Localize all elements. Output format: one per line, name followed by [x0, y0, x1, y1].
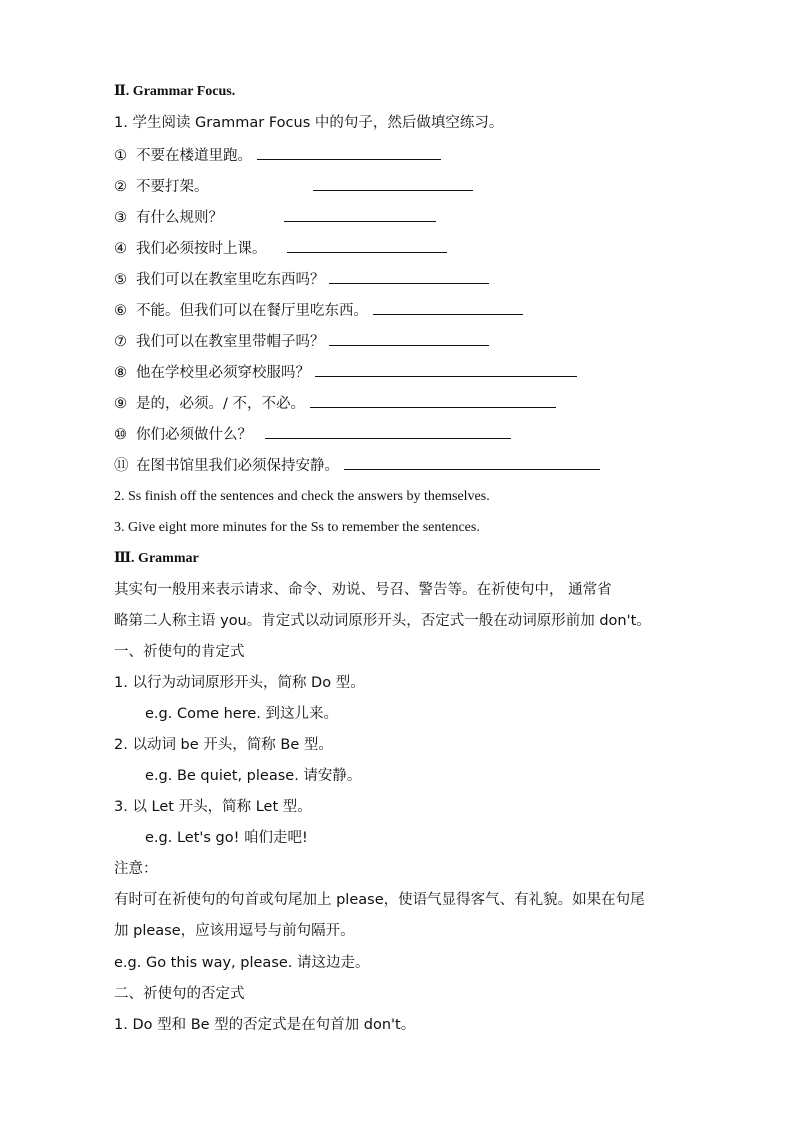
note-text: 加 please，应该用逗号与前句隔开。: [114, 923, 355, 939]
item-text: 我们必须按时上课。: [136, 241, 267, 257]
item-number: ②: [114, 179, 127, 195]
exercise-item: [114, 362, 577, 382]
item-text: 在图书馆里我们必须保持安静。: [136, 458, 339, 474]
example-text: e.g. Be quiet, please. 请安静。: [145, 768, 362, 784]
note-label: 注意：: [114, 861, 158, 877]
note-text: 有时可在祈使句的句首或句尾加上 please，使语气显得客气、有礼貌。如果在句尾: [114, 892, 645, 908]
item-text: 有什么规则？: [136, 210, 223, 226]
section-2-heading: Ⅱ. Grammar Focus.: [114, 84, 236, 99]
answer-blank[interactable]: [257, 145, 441, 160]
item-text: 我们可以在教室里带帽子吗？: [136, 334, 325, 350]
rule-text: 1. 以行为动词原形开头，简称 Do 型。: [114, 675, 365, 691]
exercise-item: [114, 393, 556, 413]
answer-blank[interactable]: [329, 331, 489, 346]
item-number: ⑧: [114, 365, 127, 381]
rule-text: 2. 以动词 be 开头，简称 Be 型。: [114, 737, 333, 753]
item-text: 不能。但我们可以在餐厅里吃东西。: [136, 303, 368, 319]
example-text: e.g. Come here. 到这儿来。: [145, 706, 338, 722]
exercise-item: [114, 424, 511, 444]
section-3-paragraph: 略第二人称主语 you。肯定式以动词原形开头，否定式一般在动词原形前加 don't。: [114, 613, 651, 629]
exercise-item: [114, 145, 441, 165]
subsection-heading: 二、祈使句的否定式: [114, 986, 245, 1002]
item-number: ④: [114, 241, 127, 257]
section-2-step-2: 2. Ss finish off the sentences and check the answers by themselves.: [114, 489, 490, 504]
section-2-step-3: 3. Give eight more minutes for the Ss to remember the sentences.: [114, 520, 480, 535]
subsection-heading: 一、祈使句的肯定式: [114, 644, 245, 660]
item-number: ⑩: [114, 427, 127, 443]
exercise-item: [114, 300, 523, 320]
exercise-item: [114, 331, 489, 351]
item-number: ⑪: [114, 458, 129, 474]
answer-blank[interactable]: [310, 393, 556, 408]
answer-blank[interactable]: [313, 176, 473, 191]
item-number: ⑨: [114, 396, 127, 412]
answer-blank[interactable]: [284, 207, 436, 222]
item-number: ③: [114, 210, 127, 226]
answer-blank[interactable]: [265, 424, 511, 439]
rule-text: 1. Do 型和 Be 型的否定式是在句首加 don't。: [114, 1017, 416, 1033]
answer-blank[interactable]: [287, 238, 447, 253]
answer-blank[interactable]: [344, 455, 600, 470]
item-number: ⑤: [114, 272, 127, 288]
item-text: 是的，必须。/ 不，不必。: [136, 396, 305, 412]
answer-blank[interactable]: [329, 269, 489, 284]
item-text: 不要在楼道里跑。: [136, 148, 252, 164]
rule-text: 3. 以 Let 开头，简称 Let 型。: [114, 799, 312, 815]
section-3-heading: Ⅲ. Grammar: [114, 551, 199, 566]
item-number: ⑥: [114, 303, 127, 319]
item-number: ⑦: [114, 334, 127, 350]
exercise-item: [114, 238, 447, 258]
section-2-intro: 1. 学生阅读 Grammar Focus 中的句子，然后做填空练习。: [114, 115, 504, 131]
exercise-item: [114, 269, 489, 289]
example-text: e.g. Let's go! 咱们走吧!: [145, 830, 308, 846]
answer-blank[interactable]: [373, 300, 523, 315]
example-text: e.g. Go this way, please. 请这边走。: [114, 955, 370, 971]
answer-blank[interactable]: [315, 362, 577, 377]
item-text: 不要打架。: [136, 179, 209, 195]
item-text: 你们必须做什么？: [136, 427, 252, 443]
item-text: 他在学校里必须穿校服吗？: [136, 365, 310, 381]
section-3-paragraph: 其实句一般用来表示请求、命令、劝说、号召、警告等。在祈使句中， 通常省: [114, 582, 612, 598]
exercise-item: [114, 207, 436, 227]
item-text: 我们可以在教室里吃东西吗？: [136, 272, 325, 288]
item-number: ①: [114, 148, 127, 164]
exercise-item: [114, 176, 473, 196]
exercise-item: [114, 455, 600, 475]
